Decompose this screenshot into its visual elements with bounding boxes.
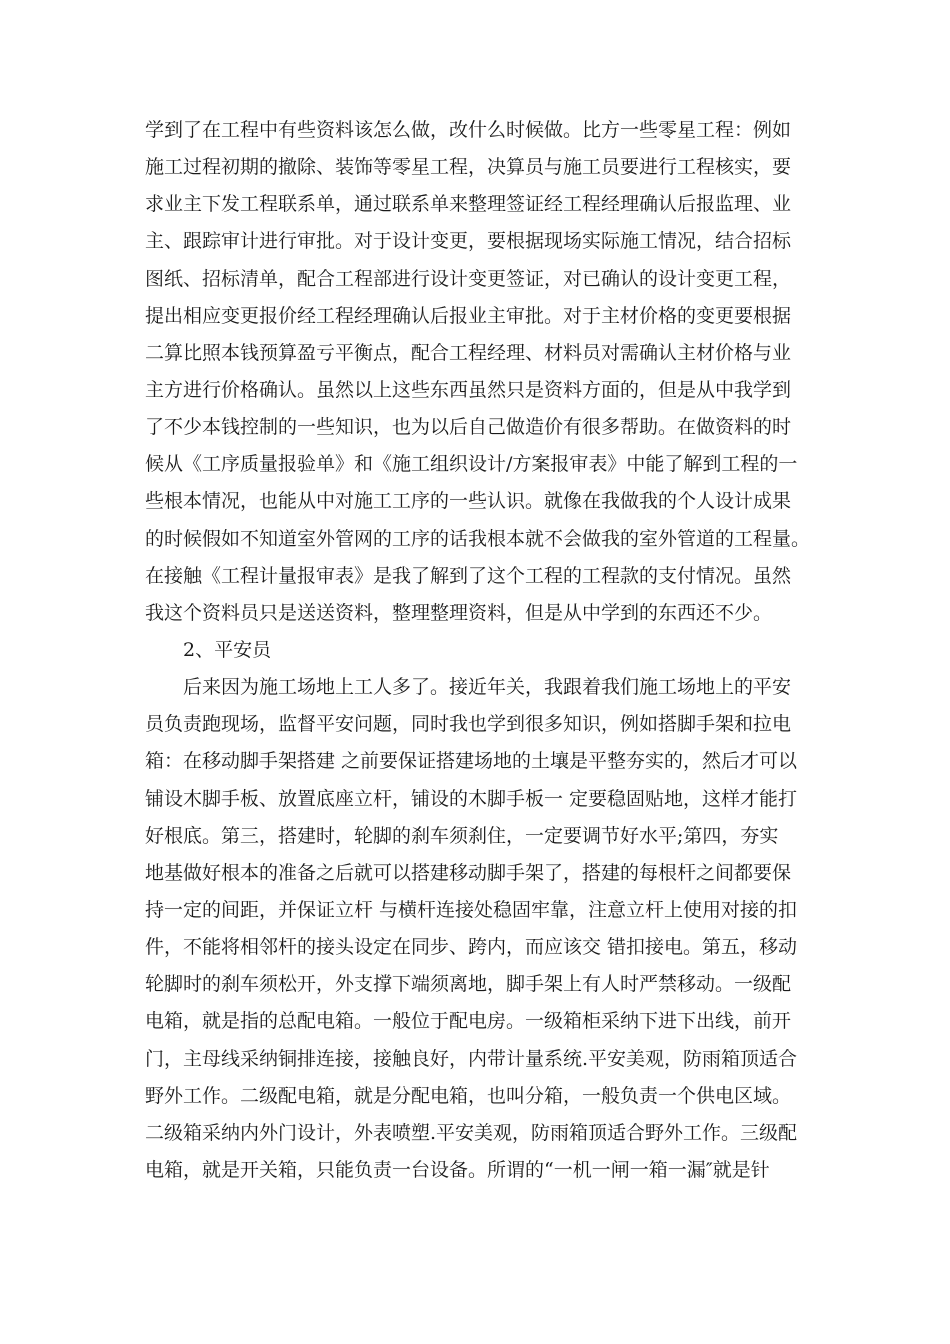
text-line: 在接触《工程计量报审表》是我了解到了这个工程的工程款的支付情况。虽然 xyxy=(145,564,792,587)
text-line: 件，不能将相邻杆的接头设定在同步、跨内，而应该交 错扣接电。第五，移动 xyxy=(145,936,798,959)
document-body xyxy=(145,112,810,1189)
section-heading: 2、平安员 xyxy=(183,638,272,661)
text-line: 箱：在移动脚手架搭建 之前要保证搭建场地的土壤是平整夯实的，然后才可以 xyxy=(145,750,798,773)
text-line: 主、跟踪审计进行审批。对于设计变更，要根据现场实际施工情况，结合招标 xyxy=(145,230,792,253)
text-line: 了不少本钱控制的一些知识，也为以后自己做造价有很多帮助。在做资料的时 xyxy=(145,416,792,439)
text-line: 轮脚时的刹车须松开，外支撑下端须离地，脚手架上有人时严禁移动。一级配 xyxy=(145,973,792,996)
text-line: 些根本情况，也能从中对施工工序的一些认识。就像在我做我的个人设计成果 xyxy=(145,490,792,513)
text-line: 地基做好根本的准备之后就可以搭建移动脚手架了，搭建的每根杆之间都要保 xyxy=(145,861,792,884)
text-line: 电箱，就是指的总配电箱。一般位于配电房。一级箱柜采纳下进下出线，前开 xyxy=(145,1010,792,1033)
text-line: 电箱，就是开关箱，只能负责一台设备。所谓的“一机一闸一箱一漏″就是针 xyxy=(145,1158,770,1181)
text-line: 员负责跑现场，监督平安问题，同时我也学到很多知识，例如搭脚手架和拉电 xyxy=(145,713,792,736)
text-line: 学到了在工程中有些资料该怎么做，改什么时候做。比方一些零星工程：例如 xyxy=(145,119,792,141)
text-line: 铺设木脚手板、放置底座立杆，铺设的木脚手板一 定要稳固贴地，这样才能打 xyxy=(145,787,798,810)
text-line: 的时候假如不知道室外管网的工序的话我根本就不会做我的室外管道的工程量。 xyxy=(145,527,810,550)
text-line: 门，主母线采纳铜排连接，接触良好，内带计量系统.平安美观，防雨箱顶适合 xyxy=(145,1047,798,1070)
text-line: 好根底。第三，搭建时，轮脚的刹车须刹住，一定要调节好水平;第四，夯实 xyxy=(145,824,779,847)
text-line: 持一定的间距，并保证立杆 与横杆连接处稳固牢靠，注意立杆上使用对接的扣 xyxy=(145,898,798,921)
text-line: 二级箱采纳内外门设计，外表喷塑.平安美观，防雨箱顶适合野外工作。三级配 xyxy=(145,1121,798,1144)
text-line: 施工过程初期的撤除、装饰等零星工程，决算员与施工员要进行工程核实，要 xyxy=(145,156,792,179)
text-line: 二算比照本钱预算盈亏平衡点，配合工程经理、材料员对需确认主材价格与业 xyxy=(145,341,792,364)
paragraph-first-line: 后来因为施工场地上工人多了。接近年关，我跟着我们施工场地上的平安 xyxy=(183,676,792,699)
text-line: 图纸、招标清单，配合工程部进行设计变更签证，对已确认的设计变更工程， xyxy=(145,267,792,290)
text-line: 求业主下发工程联系单，通过联系单来整理签证经工程经理确认后报监理、业 xyxy=(145,193,792,216)
text-line: 我这个资料员只是送送资料，整理整理资料，但是从中学到的东西还不少。 xyxy=(145,601,773,624)
text-line: 野外工作。二级配电箱，就是分配电箱，也叫分箱，一般负责一个供电区域。 xyxy=(145,1084,792,1107)
text-line: 提出相应变更报价经工程经理确认后报业主审批。对于主材价格的变更要根据 xyxy=(145,304,792,327)
text-line: 主方进行价格确认。虽然以上这些东西虽然只是资料方面的，但是从中我学到 xyxy=(145,378,792,401)
text-line: 候从《工序质量报验单》和《施工组织设计/方案报审表》中能了解到工程的一 xyxy=(145,453,798,476)
